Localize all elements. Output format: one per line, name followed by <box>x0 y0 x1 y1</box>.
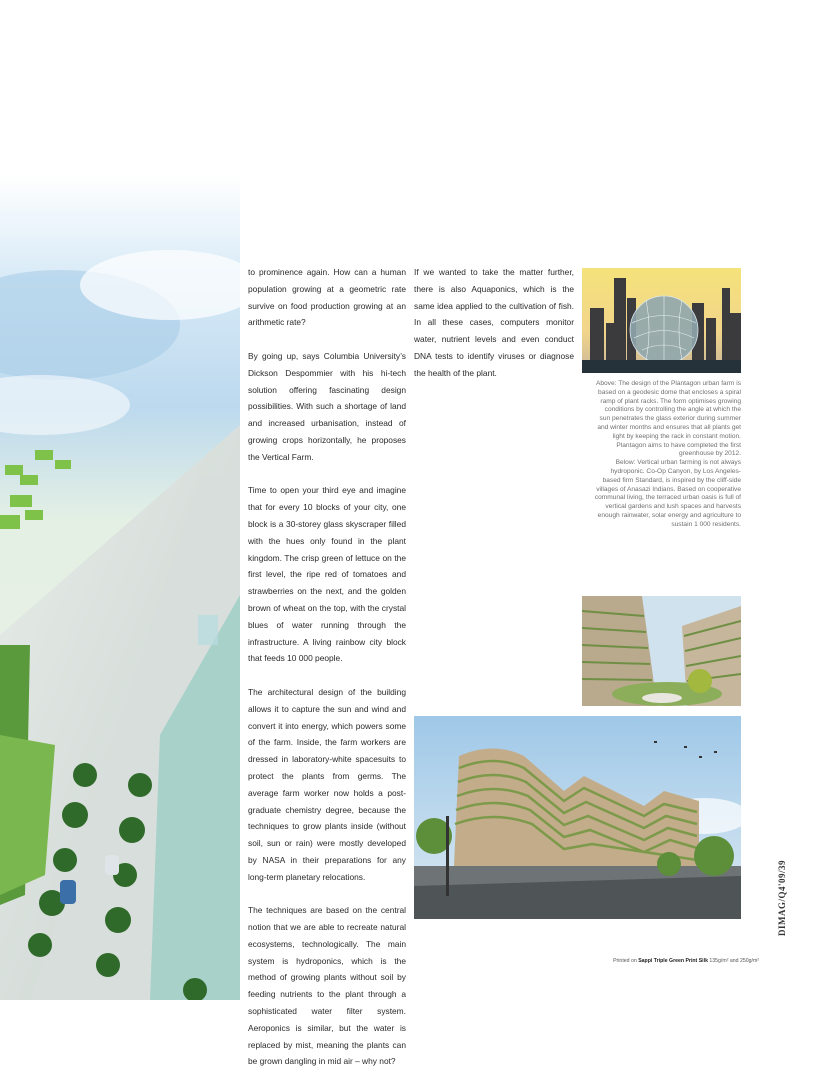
paper-spec: 135g/m² and 250g/m² <box>707 958 759 964</box>
caption-below: Below: Vertical urban farming is not always hydroponic. Co-Op Canyon, by Los Angeles-based firm Standard, is inspired by the cliff-side villages of Anasazi Indians. Based on cooperative communal living, the terraced urban oasis is full of vertical gardens and lush spaces and harvests enough rainwater, solar energy and agriculture to sustain 1 000 residents. <box>594 459 741 528</box>
article-column-1 <box>248 264 406 1087</box>
plantagon-dome-photo <box>582 268 741 373</box>
paragraph: to prominence again. How can a human population growing at a geometric rate survive on food production growing at an arithmetic rate? <box>248 267 406 328</box>
paragraph: By going up, says Columbia University’s Dickson Despommier with his hi-tech solution offering fascinating design possibilities. With such a shortage of land and increased urbanisation, instead of growing crops horizontally, he proposes the Vertical Farm. <box>248 350 406 462</box>
caption-above: Above: The design of the Plantagon urban farm is based on a geodesic dome that encloses a spiral ramp of plant racks. The form optimises growing conditions by controlling the angle at which the sun penetrates the glass exterior during summer and winter months and ensures that all plants get light by keeping the rack in constant motion. Plantagon aims to have completed the first greenhouse by 2012. <box>595 380 741 458</box>
page-label: DIMAG/Q4'09/39 <box>777 860 787 936</box>
vertical-farm-aerial-image <box>0 175 240 1000</box>
paper-credit-prefix: Printed on <box>613 958 639 964</box>
co-op-canyon-courtyard-photo <box>582 596 741 706</box>
article-column-2 <box>414 264 574 398</box>
paragraph: If we wanted to take the matter further, there is also Aquaponics, which is the same idea applied to the cultivation of fish. In all these cases, computers monitor water, nutrient levels and even conduct DNA tests to identify viruses or diagnose the health of the plant. <box>414 267 574 378</box>
co-op-canyon-building-photo <box>414 716 741 919</box>
paper-name: Sappi Triple Green Print Silk <box>638 958 708 964</box>
photo-caption <box>594 380 741 530</box>
paragraph: The techniques are based on the central notion that we are able to recreate natural ecosystems, technologically. The main system is hydroponics, which is the method of growing plants without soil by feeding nutrients to the plant through a sophisticated water filter system. Aeroponics is similar, but the water is replaced by mist, meaning the plants can be grown dangling in mid air – why not? <box>248 905 406 1067</box>
paragraph: Time to open your third eye and imagine that for every 10 blocks of your city, one block is a 30-storey glass skyscraper filled with the hues only found in the plant kingdom. The crisp green of lettuce on the first level, the ripe red of tomatoes and strawberries on the next, and the golden brown of wheat on the top, with the crystal blues of water running through the infrastructure. A living rainbow city block that feeds 10 000 people. <box>248 485 406 664</box>
paragraph: The architectural design of the building allows it to capture the sun and wind and convert it into energy, which powers some of the farm. Inside, the farm workers are dressed in laboratory-white spacesuits to protect the plants from germs. The average farm worker now holds a post-graduate chemistry degree, because the techniques to grow plants inside (without soil, sun or rain) were mostly developed by NASA in their preparations for any long-term planetary relocations. <box>248 686 406 882</box>
paper-credit <box>613 958 759 964</box>
